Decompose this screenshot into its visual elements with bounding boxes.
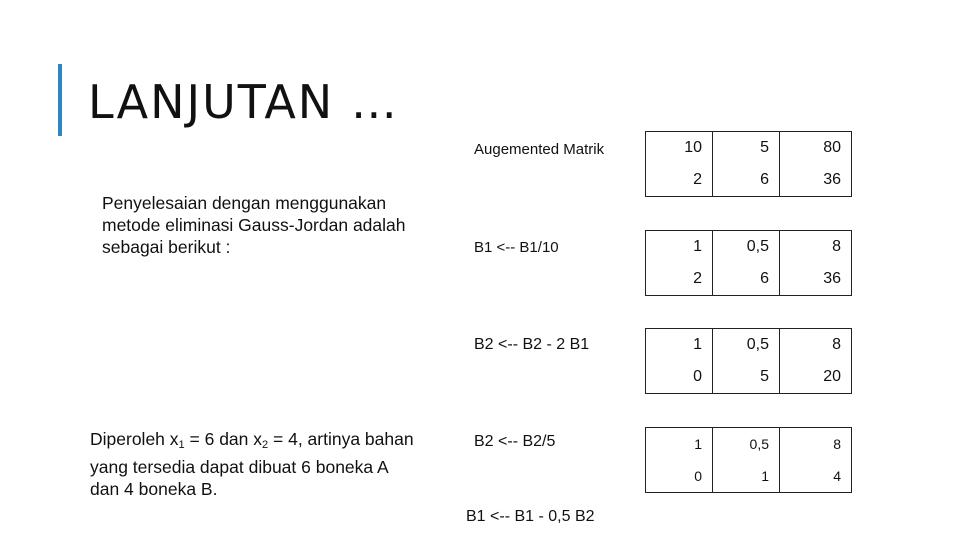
matrix-row [646, 460, 852, 493]
matrix-cell: 5 [713, 361, 780, 394]
conclusion-sub2: 2 [262, 439, 269, 451]
title-accent-bar [58, 64, 62, 136]
matrix-cell: 1 [713, 460, 780, 493]
matrix-augmented [645, 131, 852, 197]
matrix-cell: 1 [646, 231, 713, 264]
matrix-step2 [645, 230, 852, 296]
matrix-cell: 36 [780, 263, 852, 296]
matrix-cell: 2 [646, 164, 713, 197]
matrix-cell: 2 [646, 263, 713, 296]
matrix-row [646, 132, 852, 165]
matrix-row [646, 329, 852, 362]
matrix-step4 [645, 427, 852, 493]
matrix-row [646, 231, 852, 264]
conclusion-part2: = 6 dan x [184, 429, 263, 449]
matrix-row [646, 263, 852, 296]
matrix-cell: 6 [713, 164, 780, 197]
step-label-b1-div10: B1 <-- B1/10 [474, 239, 559, 256]
conclusion-part1: Diperoleh x [90, 429, 179, 449]
step-label-b2-div5: B2 <-- B2/5 [474, 433, 556, 450]
matrix-cell: 0,5 [713, 329, 780, 362]
conclusion-part3: = 4, artinya bahan yang tersedia dapat dibuat 6 boneka A dan 4 boneka B. [90, 429, 414, 499]
matrix-step3 [645, 328, 852, 394]
matrix-cell: 5 [713, 132, 780, 165]
matrix-cell: 8 [780, 428, 852, 461]
matrix-cell: 1 [646, 428, 713, 461]
step-label-augmented: Augemented Matrik [474, 141, 605, 158]
matrix-cell: 8 [780, 231, 852, 264]
conclusion-text [90, 428, 420, 500]
matrix-cell: 80 [780, 132, 852, 165]
matrix-cell: 36 [780, 164, 852, 197]
matrix-cell: 4 [780, 460, 852, 493]
matrix-row [646, 164, 852, 197]
matrix-cell: 8 [780, 329, 852, 362]
matrix-cell: 0 [646, 460, 713, 493]
intro-text: Penyelesaian dengan menggunakan metode eliminasi Gauss-Jordan adalah sebagai berikut : [102, 193, 406, 257]
step-label-b2-minus-2b1: B2 <-- B2 - 2 B1 [474, 336, 590, 353]
conclusion-sub1: 1 [178, 439, 185, 451]
matrix-cell: 0,5 [713, 231, 780, 264]
final-step-label: B1 <-- B1 - 0,5 B2 [466, 508, 595, 525]
slide-title: LANJUTAN … [88, 75, 399, 129]
matrix-cell: 1 [646, 329, 713, 362]
matrix-row [646, 428, 852, 461]
matrix-cell: 0 [646, 361, 713, 394]
matrix-cell: 20 [780, 361, 852, 394]
matrix-cell: 6 [713, 263, 780, 296]
matrix-cell: 0,5 [713, 428, 780, 461]
matrix-row [646, 361, 852, 394]
matrix-cell: 10 [646, 132, 713, 165]
